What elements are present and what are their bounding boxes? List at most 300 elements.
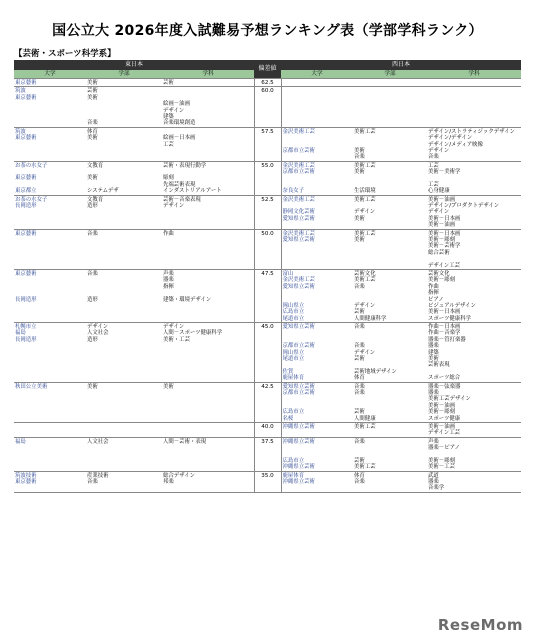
east-department-cell — [162, 87, 254, 127]
east-department-cell — [162, 382, 254, 422]
cell-line: 福島 — [15, 438, 26, 445]
table-row — [14, 87, 521, 127]
cell-line — [354, 485, 426, 491]
cell-line: 佐賀 — [282, 368, 294, 375]
west-department-header: 学科 — [427, 70, 521, 79]
cell-line — [163, 451, 253, 457]
cell-line: 体育 — [354, 375, 365, 382]
deviation-cell: 52.5 — [254, 195, 281, 229]
cell-line: 造形 — [87, 203, 98, 210]
cell-line — [87, 451, 161, 457]
east-faculty-cell — [86, 323, 162, 383]
cell-line: 芸術 — [354, 457, 365, 464]
cell-line: 金沢美術工芸 — [282, 230, 315, 237]
cell-line: 人間健康科学 — [354, 315, 387, 322]
cell-line: 美術－彫刻 — [428, 457, 455, 464]
cell-line: スポーツ健康科学 — [428, 315, 471, 322]
cell-line: 総合デザイン — [163, 472, 195, 479]
cell-line: 武道 — [428, 472, 439, 479]
cell-line: 鹿屋体育 — [282, 375, 305, 382]
cell-line: 美術工芸 — [354, 464, 376, 471]
cell-line: 美術・工芸 — [163, 336, 190, 343]
cell-line: 東京藝術 — [15, 230, 37, 237]
west-department-cell — [427, 195, 521, 229]
cell-line: お茶の水女子 — [15, 196, 48, 203]
cell-line: スポーツ健康 — [428, 415, 461, 422]
cell-line — [354, 430, 426, 436]
east-faculty-cell — [86, 229, 162, 269]
cell-line: 人間健康 — [354, 415, 376, 422]
cell-line: 美術－工芸 — [428, 464, 455, 471]
west-faculty-cell — [353, 87, 427, 127]
cell-line: 美術工芸デザイン — [428, 396, 471, 403]
cell-line: 沖縄県立芸術 — [282, 423, 315, 430]
cell-line — [163, 375, 253, 381]
cell-line — [163, 316, 253, 322]
cell-line: デザイン — [163, 324, 185, 331]
deviation-cell: 45.0 — [254, 323, 281, 383]
cell-line — [283, 154, 353, 160]
cell-line: 美術－彫刻 — [428, 277, 455, 284]
cell-line: デザイン/メディア映像 — [428, 141, 483, 148]
cell-line: 筑波 — [15, 88, 26, 95]
east-department-cell — [162, 161, 254, 195]
cell-line — [15, 120, 85, 126]
cell-line: 鹿屋体育 — [282, 472, 305, 479]
cell-line: 筑波 — [15, 128, 26, 135]
west-university-cell — [281, 161, 353, 195]
cell-line: 作曲－日本画 — [428, 324, 461, 331]
cell-line: 美術－彫刻 — [428, 409, 455, 416]
east-faculty-cell — [86, 269, 162, 322]
west-university-cell — [281, 79, 353, 87]
cell-line: 作曲 — [163, 230, 174, 237]
cell-line: 愛知県立芸術 — [282, 236, 315, 243]
cell-line: 札幌市立 — [15, 324, 37, 331]
cell-line: スポーツ総合 — [428, 375, 461, 382]
east-department-cell — [162, 195, 254, 229]
cell-line: 工芸 — [163, 141, 174, 148]
cell-line: 音楽 — [354, 383, 365, 390]
cell-line — [15, 416, 85, 422]
cell-line: 美術 — [87, 80, 98, 86]
cell-line: 音楽 — [354, 343, 365, 350]
cell-line: 音楽 — [87, 479, 98, 486]
cell-line: お茶の水女子 — [15, 162, 48, 169]
cell-line: 東京藝術 — [15, 270, 37, 277]
east-university-cell — [14, 471, 86, 492]
cell-line: 東京藝術 — [15, 479, 37, 486]
cell-line: 音楽 — [354, 324, 365, 331]
deviation-cell: 37.5 — [254, 437, 281, 471]
cell-line: 作曲－音楽学 — [428, 330, 461, 337]
west-faculty-cell — [353, 229, 427, 269]
east-faculty-cell — [86, 161, 162, 195]
cell-line: 音楽 — [354, 389, 365, 396]
cell-line: 総合芸術 — [428, 249, 450, 256]
cell-line: 芸術表現 — [428, 362, 450, 369]
cell-line: 美術 — [354, 169, 365, 176]
cell-line: 人文社会 — [87, 438, 109, 445]
table-row — [14, 471, 521, 492]
cell-line — [87, 375, 161, 381]
east-university-cell — [14, 161, 86, 195]
cell-line: 器楽－ピアノ — [428, 445, 460, 452]
east-department-cell — [162, 79, 254, 87]
cell-line: 富山 — [282, 270, 294, 277]
west-faculty-cell — [353, 437, 427, 471]
cell-line: 美術 — [87, 175, 98, 182]
cell-line: 広島市立 — [282, 309, 305, 316]
cell-line: 金沢美術工芸 — [282, 277, 315, 284]
page-title: 国公立大 2026年度入試難易予想ランキング表（学部学科ランク） — [52, 23, 483, 39]
cell-line: 東京都立 — [15, 188, 37, 195]
cell-line: 芸術・表現行動学 — [163, 162, 207, 169]
cell-line: 美術－彫刻 — [428, 236, 455, 243]
cell-line: 長岡造形 — [15, 336, 37, 343]
cell-line: 岡山県立 — [282, 302, 305, 309]
cell-line: 音楽環境創造 — [163, 120, 196, 127]
cell-line: 京都市立芸術 — [282, 343, 315, 350]
cell-line: デザイン — [354, 209, 376, 216]
cell-line — [283, 430, 353, 436]
cell-line: 音楽 — [87, 120, 98, 127]
cell-line — [163, 222, 253, 228]
cell-line: 器楽 — [428, 389, 439, 396]
cell-line: 美術－日本画 — [428, 230, 461, 237]
cell-line: デザイン — [354, 302, 376, 309]
west-department-cell — [427, 79, 521, 87]
deviation-cell: 42.5 — [254, 382, 281, 422]
cell-line: 生活環境 — [354, 188, 376, 195]
cell-line: 絵画－日本画 — [163, 135, 196, 142]
cell-line: 人間－芸術・表現 — [163, 438, 207, 445]
cell-line: 作曲 — [428, 283, 439, 290]
cell-line: デザイン — [163, 203, 185, 210]
west-university-header: 大学 — [281, 70, 353, 79]
cell-line: 器楽 — [428, 343, 439, 350]
cell-line: 工芸 — [428, 181, 439, 188]
east-university-cell — [14, 87, 86, 127]
east-faculty-cell — [86, 127, 162, 161]
cell-line: 人文社会 — [87, 330, 109, 337]
cell-line: 文教育 — [87, 162, 104, 169]
cell-line: 美術－美術学 — [428, 169, 461, 176]
cell-line: 美術 — [87, 135, 98, 142]
west-faculty-cell — [353, 269, 427, 322]
ranking-table — [14, 60, 521, 493]
cell-line — [87, 416, 161, 422]
east-university-cell — [14, 422, 86, 437]
table-row — [14, 382, 521, 422]
cell-line: 静岡文化芸術 — [282, 209, 315, 216]
east-faculty-header: 学部 — [86, 70, 162, 79]
west-university-cell — [281, 195, 353, 229]
west-faculty-cell — [353, 127, 427, 161]
cell-line: 先端芸術表現 — [163, 181, 196, 188]
cell-line: 東京藝術 — [15, 135, 37, 142]
east-university-cell — [14, 382, 86, 422]
west-faculty-cell — [353, 422, 427, 437]
west-university-cell — [281, 422, 353, 437]
cell-line: 東京藝術 — [15, 80, 37, 86]
east-university-cell — [14, 229, 86, 269]
cell-line: 金沢美術工芸 — [282, 196, 315, 203]
cell-line: 奈良女子 — [282, 188, 305, 195]
cell-line: 美術工芸 — [354, 230, 376, 237]
west-department-cell — [427, 87, 521, 127]
cell-line — [15, 222, 85, 228]
table-row — [14, 127, 521, 161]
cell-line: 芸術 — [163, 80, 174, 86]
cell-line: デザイン工芸 — [428, 262, 460, 269]
cell-line: 人間－スポーツ健康科学 — [163, 330, 223, 337]
east-faculty-cell — [86, 79, 162, 87]
deviation-cell: 57.5 — [254, 127, 281, 161]
cell-line: 愛知県立芸術 — [282, 383, 315, 390]
cell-line: 美術－芸術学 — [428, 243, 461, 250]
east-university-cell — [14, 323, 86, 383]
west-department-cell — [427, 382, 521, 422]
table-row — [14, 437, 521, 471]
cell-line: 名桜 — [282, 415, 294, 422]
cell-line: インダストリアルアート — [163, 188, 222, 195]
table-row — [14, 229, 521, 269]
east-faculty-cell — [86, 471, 162, 492]
cell-line: 声楽 — [163, 270, 174, 277]
west-university-cell — [281, 269, 353, 322]
east-department-cell — [162, 269, 254, 322]
cell-line: 絵画－油画 — [163, 101, 190, 108]
table-row — [14, 79, 521, 87]
deviation-cell: 35.0 — [254, 471, 281, 492]
east-department-cell — [162, 471, 254, 492]
cell-line: 美術－日本画 — [428, 215, 461, 222]
cell-line: デザイン — [354, 349, 376, 356]
cell-line: 指揮 — [428, 290, 439, 297]
cell-line — [15, 148, 85, 154]
east-department-cell — [162, 437, 254, 471]
east-faculty-cell — [86, 422, 162, 437]
cell-line: 美術 — [87, 383, 98, 390]
cell-line: 筑波技術 — [15, 472, 37, 479]
east-department-cell — [162, 323, 254, 383]
east-university-cell — [14, 127, 86, 161]
cell-line: 美術 — [163, 383, 174, 390]
cell-line: 体育 — [87, 128, 98, 135]
cell-line: 愛知県立芸術 — [282, 324, 315, 331]
west-department-cell — [427, 127, 521, 161]
cell-line: 京都市立芸術 — [282, 147, 315, 154]
cell-line: 金沢美術工芸 — [282, 128, 315, 135]
cell-line: 建築 — [428, 349, 439, 356]
cell-line: 美術工芸 — [354, 128, 376, 135]
cell-line: 京都市立芸術 — [282, 169, 315, 176]
cell-line — [163, 416, 253, 422]
cell-line: 沖縄県立芸術 — [282, 438, 315, 445]
east-faculty-cell — [86, 195, 162, 229]
cell-line: 音楽 — [354, 438, 365, 445]
east-department-cell — [162, 422, 254, 437]
cell-line: 彫刻 — [163, 175, 174, 182]
east-university-header: 大学 — [14, 70, 86, 79]
cell-line — [87, 222, 161, 228]
cell-line — [15, 316, 85, 322]
cell-line: 体育 — [354, 472, 365, 479]
cell-line: 尾道市立 — [282, 356, 305, 363]
east-department-cell — [162, 127, 254, 161]
cell-line: 器楽－弦楽器 — [428, 383, 461, 390]
cell-line: 愛知県立芸術 — [282, 215, 315, 222]
cell-line: 福島 — [15, 330, 26, 337]
west-faculty-cell — [353, 382, 427, 422]
west-university-cell — [281, 229, 353, 269]
cell-line: 美術－油画 — [428, 402, 455, 409]
west-faculty-cell — [353, 161, 427, 195]
cell-line — [283, 485, 353, 491]
cell-line: 音楽 — [428, 154, 439, 161]
cell-line — [87, 316, 161, 322]
cell-line: デザイン — [163, 107, 185, 114]
cell-line: ビジュアルデザイン — [428, 302, 476, 309]
cell-line: 美術工芸 — [354, 423, 376, 430]
cell-line: 指揮 — [163, 283, 174, 290]
table-row — [14, 195, 521, 229]
cell-line — [163, 148, 253, 154]
cell-line: 広島市立 — [282, 457, 305, 464]
east-department-cell — [162, 229, 254, 269]
deviation-cell: 50.0 — [254, 229, 281, 269]
cell-line: 秋田公立美術 — [15, 383, 48, 390]
cell-line — [163, 263, 253, 269]
cell-line: 沖縄県立芸術 — [282, 464, 315, 471]
west-faculty-cell — [353, 195, 427, 229]
cell-line: 音楽学 — [428, 485, 445, 492]
cell-line: デザイン — [428, 147, 450, 154]
cell-line: 器楽 — [163, 277, 174, 284]
cell-line: 造形 — [87, 336, 98, 343]
cell-line: 声楽 — [428, 438, 439, 445]
west-header: 西日本 — [281, 60, 521, 70]
west-university-cell — [281, 127, 353, 161]
cell-line: 尾道市立 — [282, 315, 305, 322]
cell-line: デザイン/デザイン — [428, 135, 473, 142]
cell-line: 芸術地域デザイン — [354, 368, 397, 375]
west-faculty-cell — [353, 323, 427, 383]
cell-line: 芸術 — [354, 409, 365, 416]
cell-line — [163, 485, 253, 491]
cell-line — [15, 375, 85, 381]
deviation-cell: 62.5 — [254, 79, 281, 87]
cell-line: 音楽 — [354, 283, 365, 290]
west-department-cell — [427, 471, 521, 492]
cell-line: デザイン/プロダクトデザイン — [428, 203, 500, 210]
cell-line: 美術 — [354, 215, 365, 222]
cell-line: 美術 — [87, 94, 98, 101]
cell-line: 美術 — [354, 147, 365, 154]
cell-line — [354, 222, 426, 228]
west-university-cell — [281, 87, 353, 127]
cell-line: 造形 — [87, 296, 98, 303]
resemom-logo: ReseMom — [437, 616, 523, 634]
cell-line: 京都市立芸術 — [282, 389, 315, 396]
cell-line: 岡山県立 — [282, 349, 305, 356]
east-header: 東日本 — [14, 60, 254, 70]
west-university-cell — [281, 382, 353, 422]
cell-line — [15, 485, 85, 491]
table-row — [14, 269, 521, 322]
deviation-cell: 47.5 — [254, 269, 281, 322]
cell-line: 美術工芸 — [354, 162, 376, 169]
cell-line: 建築 — [163, 113, 174, 120]
west-department-cell — [427, 161, 521, 195]
cell-line: 芸術－音楽表現 — [163, 196, 201, 203]
cell-line: デザイン工芸 — [428, 430, 460, 437]
cell-line: 東京藝術 — [15, 94, 37, 101]
west-department-cell — [427, 229, 521, 269]
cell-line: 長岡造形 — [15, 296, 37, 303]
cell-line: 文教育 — [87, 196, 104, 203]
table-row — [14, 422, 521, 437]
west-university-cell — [281, 471, 353, 492]
cell-line: 東京藝術 — [15, 175, 37, 182]
cell-line: 芸術 — [87, 88, 98, 95]
cell-line: 音楽 — [87, 270, 98, 277]
cell-line: デザイン — [428, 209, 450, 216]
east-faculty-cell — [86, 382, 162, 422]
cell-line: 広島市立 — [282, 409, 305, 416]
west-department-cell — [427, 323, 521, 383]
cell-line: 美術工芸 — [354, 196, 376, 203]
cell-line: 音楽 — [354, 479, 365, 486]
cell-line — [283, 222, 353, 228]
cell-line: 邦楽 — [163, 479, 174, 486]
west-department-cell — [427, 422, 521, 437]
cell-line — [354, 263, 426, 269]
east-faculty-cell — [86, 437, 162, 471]
cell-line: 産業技術 — [87, 472, 109, 479]
west-faculty-cell — [353, 79, 427, 87]
cell-line: 美術 — [354, 236, 365, 243]
cell-line: 美術工芸 — [354, 277, 376, 284]
cell-line: デザイン — [87, 324, 109, 331]
cell-line: 長岡造形 — [15, 203, 37, 210]
cell-line: 工芸 — [428, 162, 439, 169]
cell-line: 音楽 — [87, 230, 98, 237]
cell-line: 音楽 — [354, 154, 365, 161]
cell-line: 美術－油画 — [428, 196, 455, 203]
cell-line: 美術－油画 — [428, 222, 455, 229]
cell-line — [15, 451, 85, 457]
cell-line: 美術－日本画 — [428, 309, 461, 316]
cell-line: 美術 — [428, 356, 439, 363]
cell-line: 芸術 — [354, 356, 365, 363]
cell-line: 器楽 — [428, 479, 439, 486]
east-university-cell — [14, 269, 86, 322]
cell-line: 愛知県立芸術 — [282, 283, 315, 290]
east-university-cell — [14, 437, 86, 471]
deviation-cell: 60.0 — [254, 87, 281, 127]
ranking-rows — [14, 79, 521, 493]
east-university-cell — [14, 79, 86, 87]
category-label: 【芸術・スポーツ科学系】 — [14, 49, 116, 59]
cell-line: 美術－油画 — [428, 423, 455, 430]
west-department-cell — [427, 269, 521, 322]
cell-line: 器楽－管打楽器 — [428, 336, 466, 343]
table-row — [14, 161, 521, 195]
east-department-header: 学科 — [162, 70, 254, 79]
cell-line: 芸術文化 — [354, 270, 376, 277]
